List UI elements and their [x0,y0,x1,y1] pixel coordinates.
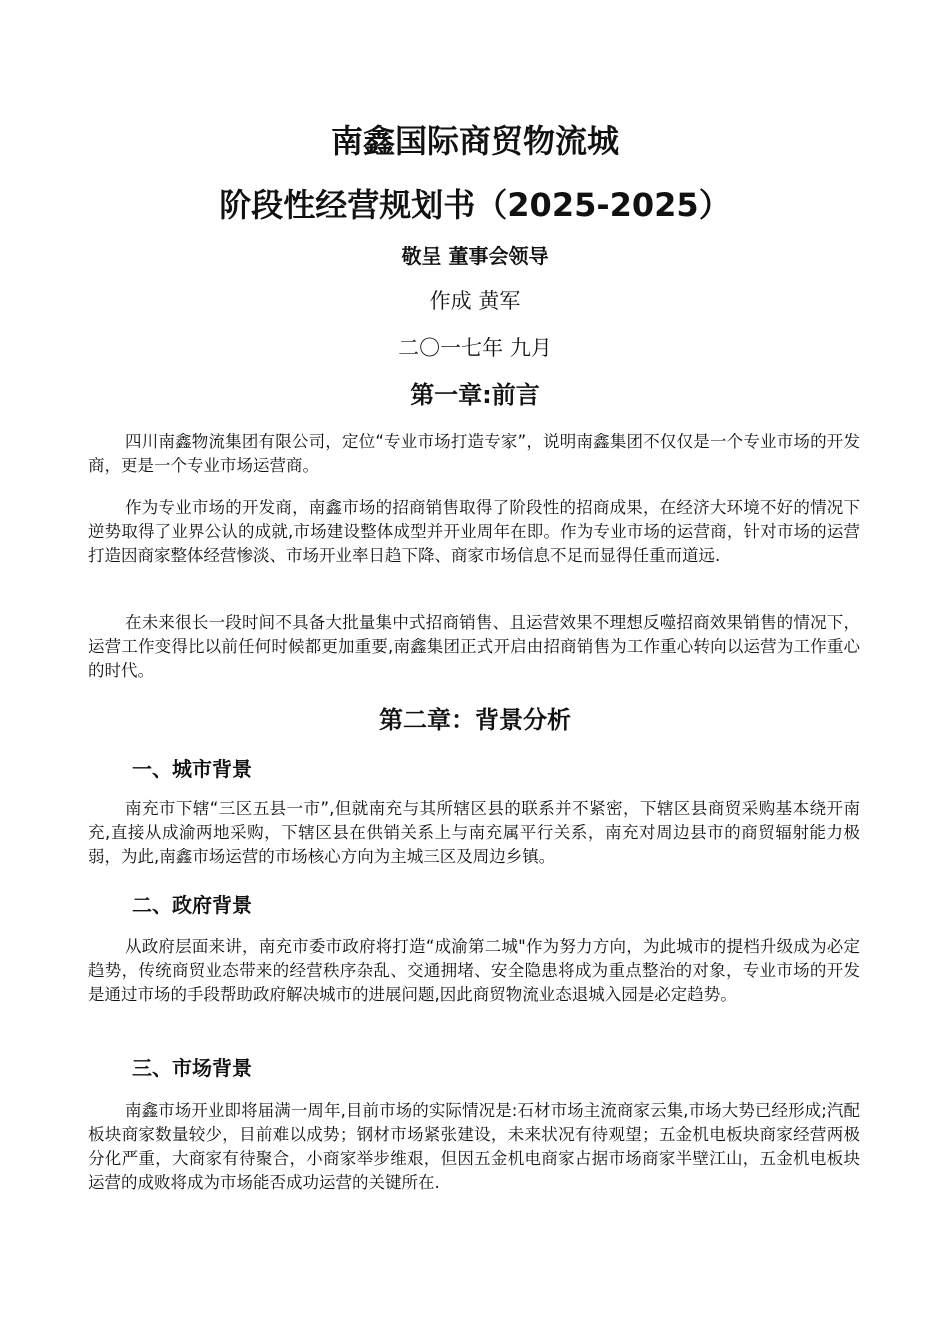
author-line: 作成 黄军 [429,289,521,313]
section-heading-market: 三、市场背景 [132,1056,252,1080]
chapter1-heading: 第一章:前言 [410,381,540,409]
document-title-line1: 南鑫国际商贸物流城 [330,122,619,160]
section-paragraph-government: 从政府层面来讲，南充市委市政府将打造“成渝第二城"作为努力方向，为此城市的提档升级成为必定趋势，传统商贸业态带来的经营秩序杂乱、交通拥堵、安全隐患将成为重点整治的对象，专业市场的开发是通过市场的手段帮助政府解决城市的进展问题,因此商贸物流业态退城入园是必定趋势。 [88,937,860,1004]
section-paragraph-market: 南鑫市场开业即将届满一周年,目前市场的实际情况是:石材市场主流商家云集,市场大势已经形成;汽配板块商家数量较少，目前难以成势；钢材市场紧张建设，未来状况有待观望；五金机电板块商家经营两极分化严重，大商家有待聚合，小商家举步维艰，但因五金机电商家占据市场商家半壁江山，五金机电板块运营的成败将成为市场能否成功运营的关键所在. [88,1101,860,1192]
date-line: 二〇一七年 九月 [398,336,552,360]
chapter2-heading: 第二章：背景分析 [379,706,571,734]
chapter1-paragraph: 在未来很长一段时间不具备大批量集中式招商销售、且运营效果不理想反噬招商效果销售的情况下，运营工作变得比以前任何时候都更加重要,南鑫集团正式开启由招商销售为工作重心转向以运营为工作重心的时代。 [88,613,860,680]
section-heading-government: 二、政府背景 [132,893,252,917]
section-heading-city: 一、城市背景 [132,757,252,781]
chapter1-paragraph: 作为专业市场的开发商，南鑫市场的招商销售取得了阶段性的招商成果，在经济大环境不好的情况下逆势取得了业界公认的成就,市场建设整体成型并开业周年在即。作为专业市场的运营商，针对市场的运营打造因商家整体经营惨淡、市场开业率日趋下降、商家市场信息不足而显得任重而道远. [88,498,860,565]
section-paragraph-city: 南充市下辖“三区五县一市”,但就南充与其所辖区县的联系并不紧密，下辖区县商贸采购基本绕开南充,直接从成渝两地采购，下辖区县在供销关系上与南充属平行关系，南充对周边县市的商贸辐射能力极弱，为此,南鑫市场运营的市场核心方向为主城三区及周边乡镇。 [88,799,860,866]
document-title-line2: 阶段性经营规划书（2025-2025） [219,186,731,224]
dedication: 敬呈 董事会领导 [401,244,549,268]
chapter1-paragraph: 四川南鑫物流集团有限公司，定位“专业市场打造专家”，说明南鑫集团不仅仅是一个专业市场的开发商，更是一个专业市场运营商。 [88,432,860,475]
